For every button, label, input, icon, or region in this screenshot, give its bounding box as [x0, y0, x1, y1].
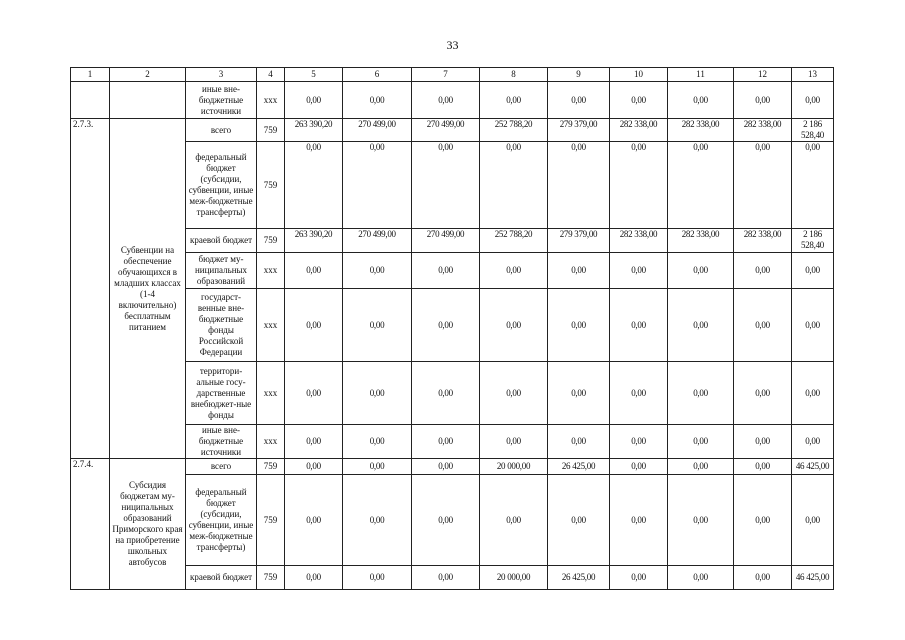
value-cell: 0,00: [548, 362, 610, 425]
value-cell: 0,00: [343, 82, 412, 119]
funding-source: иные вне-бюджетные источники: [186, 82, 257, 119]
value-cell: 0,00: [285, 82, 343, 119]
value-cell: 252 788,20: [480, 229, 548, 253]
value-cell: 0,00: [610, 82, 668, 119]
budget-code: 759: [257, 229, 285, 253]
value-cell: 0,00: [343, 459, 412, 475]
column-header: 10: [610, 68, 668, 82]
value-cell: 0,00: [610, 425, 668, 459]
funding-source: бюджет му-ниципальных образований: [186, 253, 257, 289]
value-cell: 279 379,00: [548, 119, 610, 142]
value-cell: 0,00: [343, 289, 412, 362]
column-header: 5: [285, 68, 343, 82]
budget-code: 759: [257, 142, 285, 229]
value-cell: 0,00: [548, 289, 610, 362]
page-number: 33: [446, 38, 459, 52]
value-cell: 0,00: [792, 475, 834, 566]
value-cell: 282 338,00: [668, 119, 734, 142]
value-cell: 0,00: [668, 82, 734, 119]
value-cell: 270 499,00: [343, 229, 412, 253]
column-header: 6: [343, 68, 412, 82]
budget-code: xxx: [257, 425, 285, 459]
value-cell: 0,00: [412, 566, 480, 590]
value-cell: 0,00: [792, 253, 834, 289]
budget-code: xxx: [257, 253, 285, 289]
value-cell: 0,00: [610, 142, 668, 229]
value-cell: 0,00: [610, 459, 668, 475]
value-cell: 0,00: [668, 142, 734, 229]
value-cell: 0,00: [610, 289, 668, 362]
value-cell: 20 000,00: [480, 459, 548, 475]
value-cell: 0,00: [285, 425, 343, 459]
value-cell: 0,00: [792, 142, 834, 229]
budget-code: 759: [257, 566, 285, 590]
section-name: Субвенции на обеспечение обучающихся в младших классах (1-4 включительно) бесплатным питанием: [110, 119, 186, 459]
budget-code: 759: [257, 119, 285, 142]
value-cell: 282 338,00: [668, 229, 734, 253]
value-cell: 0,00: [480, 253, 548, 289]
value-cell: 0,00: [480, 425, 548, 459]
column-header: 13: [792, 68, 834, 82]
value-cell: 26 425,00: [548, 566, 610, 590]
funding-source: федеральный бюджет (субсидии, субвенции, иные меж-бюджетные трансферты): [186, 475, 257, 566]
funding-source: территори-альные госу-дарственные внебюджет-ные фонды: [186, 362, 257, 425]
section-name: Субсидия бюджетам му-ниципальных образований Приморского края на приобретение школьных автобусов: [110, 459, 186, 590]
value-cell: 0,00: [548, 425, 610, 459]
value-cell: 0,00: [734, 82, 792, 119]
value-cell: 0,00: [412, 253, 480, 289]
value-cell: 282 338,00: [610, 229, 668, 253]
value-cell: 270 499,00: [412, 229, 480, 253]
value-cell: 0,00: [480, 475, 548, 566]
value-cell: 0,00: [734, 475, 792, 566]
table-row: [71, 475, 834, 566]
value-cell: 0,00: [343, 425, 412, 459]
funding-source: всего: [186, 119, 257, 142]
value-cell: 263 390,20: [285, 229, 343, 253]
value-cell: 46 425,00: [792, 566, 834, 590]
value-cell: 0,00: [734, 142, 792, 229]
header-row: [71, 68, 834, 82]
value-cell: 0,00: [285, 475, 343, 566]
column-header: 8: [480, 68, 548, 82]
value-cell: 0,00: [734, 362, 792, 425]
value-cell: 0,00: [412, 425, 480, 459]
table-row: [71, 229, 834, 253]
column-header: 2: [110, 68, 186, 82]
column-header: 9: [548, 68, 610, 82]
value-cell: 0,00: [285, 362, 343, 425]
table-row: [71, 119, 834, 142]
column-header: 4: [257, 68, 285, 82]
value-cell: 0,00: [792, 289, 834, 362]
value-cell: 0,00: [343, 475, 412, 566]
section-number: [71, 82, 110, 119]
value-cell: 0,00: [610, 362, 668, 425]
value-cell: 282 338,00: [734, 119, 792, 142]
budget-table: [70, 67, 834, 590]
column-header: 11: [668, 68, 734, 82]
section-number: 2.7.3.: [71, 119, 110, 459]
value-cell: 0,00: [548, 253, 610, 289]
value-cell: 0,00: [343, 362, 412, 425]
value-cell: 0,00: [668, 253, 734, 289]
value-cell: 0,00: [548, 82, 610, 119]
budget-code: 759: [257, 475, 285, 566]
funding-source: иные вне-бюджетные источники: [186, 425, 257, 459]
value-cell: 0,00: [792, 82, 834, 119]
table-row: [71, 425, 834, 459]
column-header: 12: [734, 68, 792, 82]
value-cell: 0,00: [734, 425, 792, 459]
value-cell: 0,00: [734, 566, 792, 590]
funding-source: государст-венные вне-бюджетные фонды Российской Федерации: [186, 289, 257, 362]
value-cell: 2 186 528,40: [792, 229, 834, 253]
value-cell: 0,00: [792, 362, 834, 425]
table-row: [71, 142, 834, 229]
value-cell: 270 499,00: [412, 119, 480, 142]
column-header: 7: [412, 68, 480, 82]
value-cell: 263 390,20: [285, 119, 343, 142]
value-cell: 0,00: [412, 82, 480, 119]
value-cell: 0,00: [610, 475, 668, 566]
value-cell: 0,00: [412, 475, 480, 566]
value-cell: 46 425,00: [792, 459, 834, 475]
value-cell: 0,00: [734, 459, 792, 475]
value-cell: 0,00: [480, 142, 548, 229]
value-cell: 0,00: [412, 289, 480, 362]
value-cell: 0,00: [285, 142, 343, 229]
value-cell: 270 499,00: [343, 119, 412, 142]
value-cell: 0,00: [412, 142, 480, 229]
value-cell: 0,00: [668, 425, 734, 459]
table-row: [71, 566, 834, 590]
section-number: 2.7.4.: [71, 459, 110, 590]
value-cell: 0,00: [285, 566, 343, 590]
value-cell: 252 788,20: [480, 119, 548, 142]
value-cell: 0,00: [668, 566, 734, 590]
budget-code: xxx: [257, 82, 285, 119]
value-cell: 20 000,00: [480, 566, 548, 590]
value-cell: 0,00: [668, 475, 734, 566]
table-row: [71, 289, 834, 362]
value-cell: 0,00: [548, 142, 610, 229]
value-cell: 0,00: [285, 459, 343, 475]
section-name: [110, 82, 186, 119]
value-cell: 0,00: [285, 253, 343, 289]
funding-source: всего: [186, 459, 257, 475]
table-row: [71, 82, 834, 119]
value-cell: 0,00: [734, 289, 792, 362]
budget-code: xxx: [257, 362, 285, 425]
value-cell: 0,00: [548, 475, 610, 566]
value-cell: 0,00: [668, 459, 734, 475]
value-cell: 0,00: [668, 289, 734, 362]
funding-source: краевой бюджет: [186, 566, 257, 590]
budget-code: 759: [257, 459, 285, 475]
value-cell: 0,00: [412, 459, 480, 475]
value-cell: 0,00: [668, 362, 734, 425]
value-cell: 0,00: [734, 253, 792, 289]
table-row: [71, 362, 834, 425]
value-cell: 279 379,00: [548, 229, 610, 253]
value-cell: 0,00: [480, 362, 548, 425]
column-header: 3: [186, 68, 257, 82]
value-cell: 282 338,00: [734, 229, 792, 253]
funding-source: краевой бюджет: [186, 229, 257, 253]
value-cell: 0,00: [792, 425, 834, 459]
value-cell: 2 186 528,40: [792, 119, 834, 142]
value-cell: 0,00: [285, 289, 343, 362]
value-cell: 26 425,00: [548, 459, 610, 475]
budget-code: xxx: [257, 289, 285, 362]
value-cell: 0,00: [480, 289, 548, 362]
table-row: [71, 459, 834, 475]
value-cell: 0,00: [343, 142, 412, 229]
value-cell: 0,00: [343, 566, 412, 590]
value-cell: 282 338,00: [610, 119, 668, 142]
value-cell: 0,00: [480, 82, 548, 119]
funding-source: федеральный бюджет (субсидии, субвенции, иные меж-бюджетные трансферты): [186, 142, 257, 229]
value-cell: 0,00: [610, 566, 668, 590]
column-header: 1: [71, 68, 110, 82]
value-cell: 0,00: [610, 253, 668, 289]
value-cell: 0,00: [343, 253, 412, 289]
value-cell: 0,00: [412, 362, 480, 425]
table-row: [71, 253, 834, 289]
